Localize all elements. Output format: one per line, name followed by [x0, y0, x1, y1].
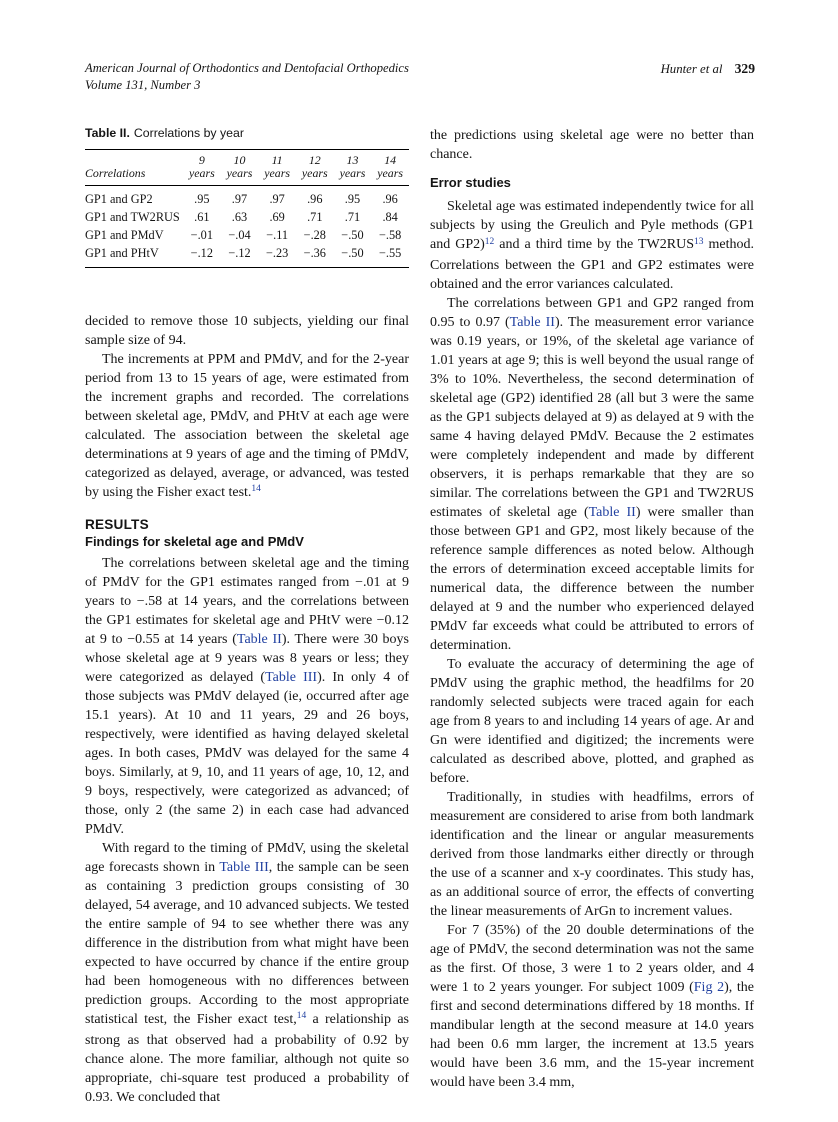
text-run: To evaluate the accuracy of determining the age of PMdV using the graphic method, the headfilms for 20 randomly selected subjects were traced again for each age from 8 years to and including 14 years of age. Ar and Gn were identified and digitized; the increments were calculated as described above, plotted, and graphed as before.: [430, 657, 754, 786]
row-label: GP1 and TW2RUS: [85, 209, 180, 224]
results-heading: RESULTS: [85, 516, 149, 532]
table-row-gp1-gp2: [85, 185, 409, 208]
cell: .95: [194, 191, 210, 206]
paragraph: [430, 126, 754, 164]
table-row-gp1-tw2rus: [85, 208, 409, 226]
cell: .97: [269, 191, 285, 206]
col-header-num: 12: [308, 153, 321, 167]
cell: −.58: [378, 227, 402, 242]
cell: .69: [269, 209, 285, 224]
cell: .71: [307, 209, 323, 224]
running-authors: Hunter et al: [660, 62, 723, 76]
table-2-title: Correlations by year: [133, 126, 244, 140]
correlations-table: [85, 149, 409, 268]
text-run: The increments at PPM and PMdV, and for the 2-year period from 13 to 15 years of age, were estimated from the increment graphs and recorded. The correlations between skeletal age, PMdV, and PHtV at each age were calculated. The association between the skeletal age determinations at 9 years of age and the timing of PMdV, categorized as delayed, average, or advanced, was tested by using the Fisher exact test.: [85, 351, 409, 500]
text-run: The correlations between skeletal age and the timing of PMdV for the GP1 estimates ranged from −.01 at 9 years to −.58 at 14 years, and the correlations between the GP1 estimates for skeletal age and PHtV were −0.12 at 9 to −0.55 at 14 years (: [85, 555, 409, 647]
cross-reference-link[interactable]: Fig 2: [693, 980, 725, 995]
col-header-12: [296, 150, 334, 186]
cell: .61: [194, 209, 210, 224]
cell: .63: [231, 209, 248, 224]
col-header-num: 14: [384, 153, 397, 167]
cell: −.55: [378, 245, 402, 260]
col-header-num: 10: [233, 153, 246, 167]
running-head: [661, 60, 755, 78]
text-run: ). The measurement error variance was 0.19 years, or 19%, of the skeletal age variance of 1.01 years at age 9; this is well beyond the usual range of 3% to 10%. Nevertheless, the second determination of skeletal age (GP2) identified 28 (all but 3 were the same as the GP1 subjects delayed at 9) as delayed at 9 with the same 4 having delayed PMdV. Because the 2 estimates were completely independent and made by different observers, it is perhaps remarkable that they are so similar. The correlations between the GP1 and TW2RUS estimates of skeletal age (: [430, 315, 755, 520]
cell: −.01: [190, 227, 213, 242]
cell: −.12: [228, 245, 251, 260]
cell: −.50: [341, 227, 364, 242]
findings-heading: Findings for skeletal age and PMdV: [85, 533, 304, 549]
citation-link[interactable]: 12: [484, 236, 495, 247]
text-run: and a third time by the TW2RUS: [494, 237, 694, 252]
text-run: ), the first and second determinations differed by 18 months. If mandibular length at the second measure at 14.0 years had been 0.6 mm larger, the increment at 13.5 years would have been 3.6 mm, and the 15-year increment would have been 3.4 mm,: [430, 980, 754, 1090]
col-header-unit: years: [301, 166, 328, 181]
table-2-block: [85, 126, 409, 268]
paragraph: [430, 788, 754, 921]
journal-volume-issue: Volume 131, Number 3: [85, 77, 201, 92]
cell: −.04: [228, 227, 251, 242]
row-label: GP1 and PHtV: [85, 245, 159, 260]
cell: .97: [231, 191, 248, 206]
text-run: For 7 (35%) of the 20 double determinations of the age of PMdV, the second determination was not the same as the first. Of those, 3 were 1 to 2 years older, and 4 were 1 to 2 years younger. For subject 1009 (: [430, 923, 754, 995]
cross-reference-link[interactable]: Table III: [265, 669, 318, 685]
col-header-unit: years: [339, 166, 366, 181]
error-studies-heading: Error studies: [430, 175, 511, 190]
paragraph: [430, 655, 754, 788]
paragraph: [430, 294, 754, 655]
paragraph: [430, 921, 754, 1092]
paragraph: [430, 197, 754, 294]
table-header-row: [85, 150, 409, 186]
cell: .95: [344, 191, 361, 206]
cross-reference-link[interactable]: Table II: [236, 631, 282, 647]
row-label: GP1 and PMdV: [85, 227, 164, 242]
cell: −.11: [266, 227, 289, 242]
cell: .84: [382, 209, 398, 224]
cell: .96: [382, 191, 398, 206]
text-run: With regard to the timing of PMdV, using the skeletal age forecasts shown in: [85, 840, 409, 875]
table-2-caption: [85, 126, 409, 140]
table-2-label: Table II.: [85, 126, 130, 140]
cross-reference-link[interactable]: Table II: [509, 315, 555, 330]
text-run: decided to remove those 10 subjects, yielding our final sample size of 94.: [85, 313, 409, 348]
two-column-body: [85, 126, 755, 1107]
paragraph: [85, 312, 409, 350]
text-run: The correlations between GP1 and GP2 ranged from 0.95 to 0.97 (: [430, 296, 754, 330]
row-label: GP1 and GP2: [85, 191, 153, 206]
col-header-14: [371, 150, 409, 186]
text-run: a relationship as strong as that observed had a probability of 0.92 by chance alone. The more familiar, although not quite so appropriate, chi-square test produced a probability of 0.93. We concluded that: [85, 1011, 409, 1105]
citation-link[interactable]: 14: [251, 484, 261, 495]
col-header-unit: years: [188, 166, 215, 181]
col-header-num: 11: [271, 153, 283, 167]
page-header: [85, 60, 755, 93]
text-run: ). There were 30 boys whose skeletal age at 9 years was 8 years or less; they were categorized as delayed (: [85, 631, 410, 685]
col-header-unit: years: [264, 166, 291, 181]
cell: −.23: [265, 245, 289, 260]
citation-link[interactable]: 13: [694, 236, 704, 247]
col-header-9: [183, 150, 221, 186]
cell: −.36: [303, 245, 326, 260]
journal-info: [85, 60, 409, 93]
col-header-num: 13: [346, 153, 359, 167]
text-run: the predictions using skeletal age were no better than chance.: [430, 128, 754, 162]
right-column: [430, 126, 754, 1107]
paragraph: [85, 350, 409, 504]
paragraph: [85, 839, 409, 1107]
paragraph: [85, 554, 409, 839]
cross-reference-link[interactable]: Table III: [219, 859, 269, 875]
stub-header: Correlations: [85, 150, 183, 186]
cell: −.28: [303, 227, 326, 242]
text-run: , the sample can be seen as containing 3 prediction groups consisting of 30 delayed, 54 average, and 10 advanced subjects. We tested the entire sample of 94 to see whether there was any difference in the distribution from what might have been expected to have occurred by chance if the entire group had been homogeneous with no differences between prediction groups. According to the most appropriate statistical test, the Fisher exact test,: [85, 859, 409, 1027]
col-header-13: [334, 150, 372, 186]
text-run: Skeletal age was estimated independently twice for all subjects by using the Greulich and Pyle methods (GP1 and GP2): [430, 199, 754, 252]
col-header-11: [258, 150, 296, 186]
text-run: ) were smaller than those between GP1 and GP2, most likely because of the reference sample differences as noted below. Although the errors of determination exceed acceptable limits for numerical data, the difference between the number delayed at 9 and the number who experienced delayed PMdV far exceeds what could be attributed to errors of determination.: [430, 505, 754, 653]
text-run: method. Correlations between the GP1 and GP2 estimates were obtained and the error variances calculated.: [430, 237, 755, 292]
citation-link[interactable]: 14: [296, 1011, 307, 1022]
page-number: 329: [734, 61, 755, 76]
col-header-unit: years: [377, 166, 404, 181]
table-row-gp1-pmdv: [85, 226, 409, 244]
cross-reference-link[interactable]: Table II: [588, 505, 636, 520]
table-row-gp1-phtv: [85, 244, 409, 267]
col-header-unit: years: [226, 166, 253, 181]
cell: −.50: [341, 245, 364, 260]
journal-title: American Journal of Orthodontics and Dentofacial Orthopedics: [85, 61, 409, 75]
col-header-num: 9: [198, 153, 205, 167]
left-column: [85, 126, 409, 1107]
cell: .71: [344, 209, 361, 224]
text-run: ). In only 4 of those subjects was PMdV delayed (ie, occurred after age 15.1 years). At 10 and 11 years, 29 and 26 boys, respectively, were identified as having delayed skeletal ages. In both cases, PMdV was delayed for the same 4 boys. Similarly, at 9, 10, and 11 years of age, 10, 12, and 9 boys, respectively, were categorized as advanced; of those, only 2 (the same 2) in each case had advanced PMdV.: [85, 669, 409, 837]
col-header-10: [221, 150, 259, 186]
cell: .96: [307, 191, 323, 206]
text-run: Traditionally, in studies with headfilms, errors of measurement are considered to arise from both landmark identification and the linear or angular measurements derived from those landmarks either directly or through the use of a scanner and x-y coordinates. This study has, as an additional source of error, the effects of converting the linear measurements of ArGn to increment values.: [430, 790, 754, 919]
cell: −.12: [190, 245, 213, 260]
